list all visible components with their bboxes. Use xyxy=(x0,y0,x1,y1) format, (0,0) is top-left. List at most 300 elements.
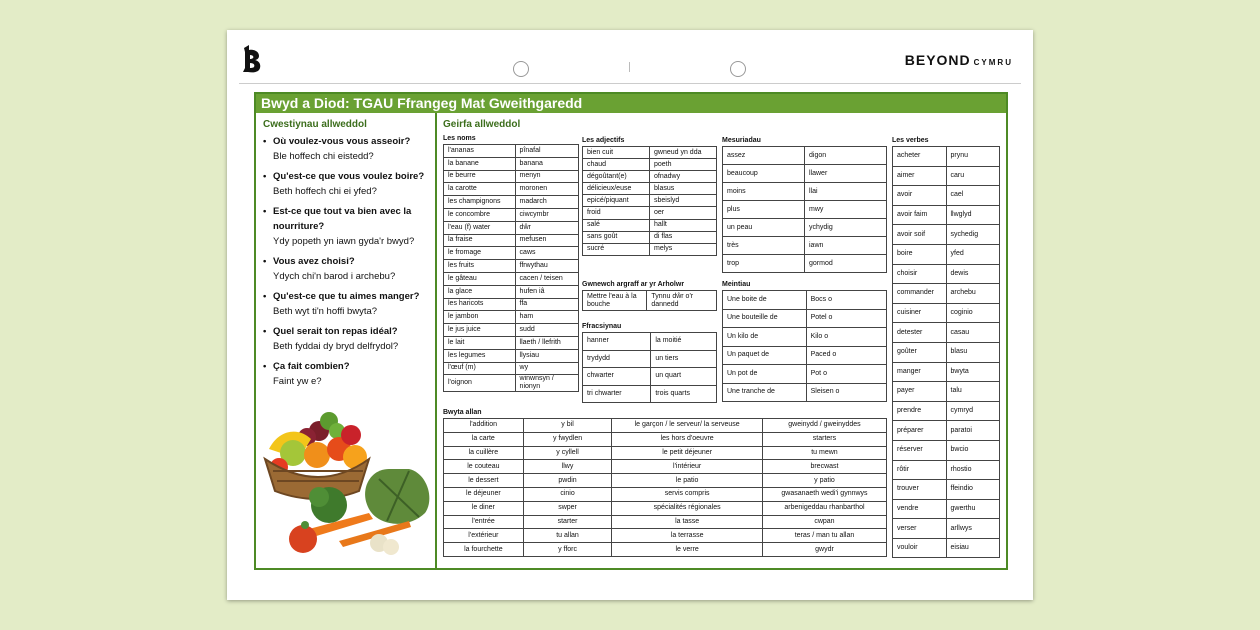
table-cell: chaud xyxy=(583,159,650,171)
table-cell: le fromage xyxy=(444,247,516,260)
fold-mark xyxy=(629,62,630,72)
ffracsiynau-table xyxy=(582,332,717,403)
table-cell: Bocs o xyxy=(806,291,886,310)
table-row xyxy=(444,460,887,474)
table-cell: le lait xyxy=(444,336,516,349)
table-row xyxy=(893,205,1000,225)
table-cell: l'addition xyxy=(444,419,524,433)
table-row xyxy=(893,519,1000,539)
table-row xyxy=(583,195,717,207)
table-cell: banana xyxy=(515,157,578,170)
table-row xyxy=(893,166,1000,186)
table-cell: y patio xyxy=(762,474,886,488)
table-cell: moins xyxy=(723,183,805,201)
table-cell: cwpan xyxy=(762,515,886,529)
table-cell: goûter xyxy=(893,342,947,362)
table-row xyxy=(723,219,887,237)
table-cell: melys xyxy=(650,243,717,255)
table-cell: Potel o xyxy=(806,309,886,328)
question-item xyxy=(263,204,435,249)
table-cell: le garçon / le serveur/ la serveuse xyxy=(612,419,763,433)
table-row xyxy=(723,165,887,183)
question-welsh: Ydych chi'n barod i archebu? xyxy=(273,271,396,282)
table-row xyxy=(583,243,717,255)
table-cell: arbenigeddau rhanbarthol xyxy=(762,501,886,515)
noms-heading: Les noms xyxy=(443,135,476,142)
table-cell: Tynnu dŵr o'r dannedd xyxy=(647,291,717,311)
table-cell: bwcio xyxy=(946,440,1000,460)
table-row xyxy=(723,365,887,384)
table-cell: madarch xyxy=(515,196,578,209)
question-item xyxy=(263,169,435,199)
table-cell: avoir soif xyxy=(893,225,947,245)
table-row xyxy=(444,183,579,196)
table-cell: spécialités régionales xyxy=(612,501,763,515)
table-cell: l'ananas xyxy=(444,145,516,158)
table-cell: y fwydlen xyxy=(523,432,612,446)
question-item xyxy=(263,324,435,354)
table-cell: l'extérieur xyxy=(444,529,524,543)
table-cell: llai xyxy=(805,183,887,201)
brand-name: BEYOND CYMRU xyxy=(904,52,1013,68)
table-cell: hufen iâ xyxy=(515,285,578,298)
table-cell: gormod xyxy=(805,255,887,273)
table-cell: la carte xyxy=(444,432,524,446)
table-cell: sudd xyxy=(515,324,578,337)
table-cell: commander xyxy=(893,284,947,304)
table-cell: prendre xyxy=(893,401,947,421)
table-cell: pwdin xyxy=(523,474,612,488)
mat-frame xyxy=(254,92,1008,570)
question-welsh: Beth fyddai dy bryd delfrydol? xyxy=(273,341,399,352)
table-row xyxy=(444,375,579,392)
table-cell: Un pot de xyxy=(723,365,807,384)
table-row xyxy=(893,284,1000,304)
table-cell: blasus xyxy=(650,183,717,195)
table-cell: cacen / teisen xyxy=(515,272,578,285)
table-cell: dégoûtant(e) xyxy=(583,171,650,183)
table-cell: ffa xyxy=(515,298,578,311)
mesuriadau-table xyxy=(722,146,887,273)
table-cell: verser xyxy=(893,519,947,539)
table-cell: délicieux/euse xyxy=(583,183,650,195)
table-cell: digon xyxy=(805,147,887,165)
table-row xyxy=(444,432,887,446)
key-questions-panel xyxy=(256,113,437,568)
question-french: • Qu'est-ce que tu aimes manger? xyxy=(273,291,420,302)
table-row xyxy=(723,383,887,402)
table-cell: la fourchette xyxy=(444,543,524,557)
table-cell: archebu xyxy=(946,284,1000,304)
table-row xyxy=(583,147,717,159)
table-cell: Un paquet de xyxy=(723,346,807,365)
quantities-block xyxy=(722,280,887,402)
table-cell: choisir xyxy=(893,264,947,284)
table-cell: gwasanaeth wedi'i gynnwys xyxy=(762,487,886,501)
table-row xyxy=(444,221,579,234)
table-cell: l'œuf (m) xyxy=(444,362,516,375)
table-row xyxy=(723,147,887,165)
table-cell: la moitié xyxy=(651,333,717,351)
table-cell: sans goût xyxy=(583,231,650,243)
table-row xyxy=(444,260,579,273)
table-cell: ham xyxy=(515,311,578,324)
table-cell: bien cuit xyxy=(583,147,650,159)
table-row xyxy=(444,543,887,557)
table-cell: paratoi xyxy=(946,421,1000,441)
table-row xyxy=(893,538,1000,558)
bwyta-heading: Bwyta allan xyxy=(443,409,482,416)
table-cell: Une tranche de xyxy=(723,383,807,402)
table-cell: vouloir xyxy=(893,538,947,558)
table-cell: tu allan xyxy=(523,529,612,543)
meintiau-table xyxy=(722,290,887,402)
mesuriadau-heading: Mesuriadau xyxy=(722,137,761,144)
table-cell: gwerthu xyxy=(946,499,1000,519)
table-cell: la banane xyxy=(444,157,516,170)
table-row xyxy=(444,272,579,285)
table-cell: dewis xyxy=(946,264,1000,284)
table-row xyxy=(444,208,579,221)
gwneud-heading: Gwnewch argraff ar yr Arholwr xyxy=(582,281,685,288)
table-cell: bwyta xyxy=(946,362,1000,382)
table-row xyxy=(444,247,579,260)
table-row xyxy=(893,440,1000,460)
table-row xyxy=(583,171,717,183)
table-cell: la terrasse xyxy=(612,529,763,543)
table-cell: hallt xyxy=(650,219,717,231)
vocab-heading: Geirfa allweddol xyxy=(443,119,521,130)
table-cell: swper xyxy=(523,501,612,515)
table-row xyxy=(893,421,1000,441)
table-cell: mefusen xyxy=(515,234,578,247)
table-cell: la fraise xyxy=(444,234,516,247)
table-cell: le jambon xyxy=(444,311,516,324)
table-cell: rhostio xyxy=(946,460,1000,480)
table-cell: manger xyxy=(893,362,947,382)
activity-sheet xyxy=(227,30,1033,600)
table-row xyxy=(893,342,1000,362)
table-row xyxy=(893,244,1000,264)
table-row xyxy=(893,264,1000,284)
question-welsh: Ydy popeth yn iawn gyda'r bwyd? xyxy=(273,236,415,247)
table-cell: brecwast xyxy=(762,460,886,474)
table-row xyxy=(444,336,579,349)
fruit-basket-icon xyxy=(259,409,433,561)
table-cell: coginio xyxy=(946,303,1000,323)
table-row xyxy=(444,145,579,158)
table-row xyxy=(444,474,887,488)
table-row xyxy=(723,346,887,365)
table-row xyxy=(444,324,579,337)
table-row xyxy=(893,362,1000,382)
question-item xyxy=(263,289,435,319)
table-cell: trydydd xyxy=(583,350,651,368)
question-french: • Ça fait combien? xyxy=(273,361,350,372)
table-cell: cuisiner xyxy=(893,303,947,323)
verbes-table xyxy=(892,146,1000,558)
questions-heading: Cwestiynau allweddol xyxy=(263,119,367,130)
table-cell: boire xyxy=(893,244,947,264)
table-cell: acheter xyxy=(893,147,947,167)
table-cell: cael xyxy=(946,186,1000,206)
table-cell: avoir faim xyxy=(893,205,947,225)
table-cell: le gâteau xyxy=(444,272,516,285)
question-welsh: Beth wyt ti'n hoffi bwyta? xyxy=(273,306,378,317)
table-cell: y bil xyxy=(523,419,612,433)
table-cell: arllwys xyxy=(946,519,1000,539)
table-cell: sychedig xyxy=(946,225,1000,245)
table-cell: Sleisen o xyxy=(806,383,886,402)
table-cell: ffeindio xyxy=(946,480,1000,500)
question-french: • Vous avez choisi? xyxy=(273,256,355,267)
table-cell: menyn xyxy=(515,170,578,183)
adjectifs-table xyxy=(582,146,717,256)
eating-out-block xyxy=(443,408,887,557)
table-cell: hanner xyxy=(583,333,651,351)
table-cell: eisiau xyxy=(946,538,1000,558)
table-cell: prynu xyxy=(946,147,1000,167)
question-french: • Est-ce que tout va bien avec la nourriture? xyxy=(273,206,412,232)
page-title: Bwyd a Diod: TGAU Ffrangeg Mat Gweithgaredd xyxy=(256,94,1006,113)
table-cell: llawer xyxy=(805,165,887,183)
question-french: • Qu'est-ce que vous voulez boire? xyxy=(273,171,425,182)
table-cell: cinio xyxy=(523,487,612,501)
meintiau-heading: Meintiau xyxy=(722,281,751,288)
table-cell: tri chwarter xyxy=(583,385,651,403)
adjectifs-heading: Les adjectifs xyxy=(582,137,625,144)
table-row xyxy=(444,501,887,515)
table-cell: l'intérieur xyxy=(612,460,763,474)
table-cell: teras / man tu allan xyxy=(762,529,886,543)
table-cell: rôtir xyxy=(893,460,947,480)
table-cell: les haricots xyxy=(444,298,516,311)
table-cell: Pot o xyxy=(806,365,886,384)
question-item xyxy=(263,359,435,389)
table-row xyxy=(444,157,579,170)
verbes-heading: Les verbes xyxy=(892,137,929,144)
table-cell: ofnadwy xyxy=(650,171,717,183)
table-cell: tu mewn xyxy=(762,446,886,460)
table-cell: préparer xyxy=(893,421,947,441)
table-cell: le patio xyxy=(612,474,763,488)
table-cell: di flas xyxy=(650,231,717,243)
table-cell: la carotte xyxy=(444,183,516,196)
table-row xyxy=(583,291,717,311)
table-cell: trois quarts xyxy=(651,385,717,403)
question-item xyxy=(263,254,435,284)
table-row xyxy=(583,333,717,351)
table-row xyxy=(723,183,887,201)
table-cell: l'eau (f) water xyxy=(444,221,516,234)
table-cell: y cyllell xyxy=(523,446,612,460)
beyond-logo-icon xyxy=(241,44,263,74)
fractions-block xyxy=(582,322,717,403)
table-cell: le petit déjeuner xyxy=(612,446,763,460)
table-cell: l'entrée xyxy=(444,515,524,529)
table-cell: caru xyxy=(946,166,1000,186)
table-cell: froid xyxy=(583,207,650,219)
question-welsh: Beth hoffech chi ei yfed? xyxy=(273,186,377,197)
table-cell: le couteau xyxy=(444,460,524,474)
table-row xyxy=(893,225,1000,245)
table-row xyxy=(893,401,1000,421)
question-item xyxy=(263,134,435,164)
table-cell: dŵr xyxy=(515,221,578,234)
verbs-block xyxy=(892,136,1000,558)
table-row xyxy=(444,311,579,324)
table-row xyxy=(723,309,887,328)
question-french: • Où voulez-vous vous asseoir? xyxy=(273,136,411,147)
ffracsiynau-heading: Ffracsiynau xyxy=(582,323,622,330)
table-cell: le concombre xyxy=(444,208,516,221)
table-cell: casau xyxy=(946,323,1000,343)
table-cell: assez xyxy=(723,147,805,165)
table-cell: les legumes xyxy=(444,349,516,362)
table-cell: Mettre l'eau à la bouche xyxy=(583,291,647,311)
table-cell: llwy xyxy=(523,460,612,474)
table-cell: ychydig xyxy=(805,219,887,237)
table-row xyxy=(444,487,887,501)
measurements-block xyxy=(722,136,887,273)
table-cell: la cuillère xyxy=(444,446,524,460)
adjectives-block xyxy=(582,136,717,256)
table-cell: detester xyxy=(893,323,947,343)
table-row xyxy=(444,298,579,311)
table-cell: sbeislyd xyxy=(650,195,717,207)
table-cell: Une bouteille de xyxy=(723,309,807,328)
table-cell: le beurre xyxy=(444,170,516,183)
table-cell: le verre xyxy=(612,543,763,557)
table-cell: la tasse xyxy=(612,515,763,529)
table-cell: blasu xyxy=(946,342,1000,362)
table-cell: starter xyxy=(523,515,612,529)
table-cell: talu xyxy=(946,382,1000,402)
noms-table xyxy=(443,144,579,392)
table-row xyxy=(444,349,579,362)
table-row xyxy=(444,515,887,529)
bwyta-table xyxy=(443,418,887,557)
table-row xyxy=(583,159,717,171)
table-cell: le jus juice xyxy=(444,324,516,337)
table-cell: Une boite de xyxy=(723,291,807,310)
table-cell: iawn xyxy=(805,237,887,255)
table-cell: moronen xyxy=(515,183,578,196)
table-cell: la glace xyxy=(444,285,516,298)
table-cell: llysiau xyxy=(515,349,578,362)
header-divider xyxy=(239,83,1021,84)
punch-hole-left xyxy=(513,61,529,77)
table-row xyxy=(583,183,717,195)
questions-list xyxy=(256,134,435,389)
table-cell: wy xyxy=(515,362,578,375)
table-cell: ciwcymbr xyxy=(515,208,578,221)
table-row xyxy=(583,385,717,403)
punch-hole-right xyxy=(730,61,746,77)
table-row xyxy=(893,186,1000,206)
table-row xyxy=(893,323,1000,343)
table-cell: Un kilo de xyxy=(723,328,807,347)
table-row xyxy=(444,285,579,298)
table-cell: l'oignon xyxy=(444,375,516,392)
table-cell: un peau xyxy=(723,219,805,237)
table-cell: le diner xyxy=(444,501,524,515)
table-cell: sucré xyxy=(583,243,650,255)
table-cell: yfed xyxy=(946,244,1000,264)
table-cell: gweinydd / gweinyddes xyxy=(762,419,886,433)
table-row xyxy=(893,382,1000,402)
table-cell: caws xyxy=(515,247,578,260)
table-row xyxy=(723,255,887,273)
table-row xyxy=(723,201,887,219)
table-cell: les hors d'oeuvre xyxy=(612,432,763,446)
table-cell: avoir xyxy=(893,186,947,206)
table-row xyxy=(583,219,717,231)
table-cell: mwy xyxy=(805,201,887,219)
nouns-block xyxy=(443,134,579,392)
table-row xyxy=(583,207,717,219)
table-cell: Paced o xyxy=(806,346,886,365)
table-cell: cymryd xyxy=(946,401,1000,421)
table-cell: le dessert xyxy=(444,474,524,488)
table-cell: llaeth / llefrith xyxy=(515,336,578,349)
question-welsh: Faint yw e? xyxy=(273,376,322,387)
impress-examiner-block xyxy=(582,280,717,311)
gwneud-table xyxy=(582,290,717,311)
table-cell: chwarter xyxy=(583,368,651,386)
table-cell: beaucoup xyxy=(723,165,805,183)
table-cell: réserver xyxy=(893,440,947,460)
table-row xyxy=(893,303,1000,323)
table-row xyxy=(723,291,887,310)
table-cell: starters xyxy=(762,432,886,446)
table-row xyxy=(444,529,887,543)
table-row xyxy=(444,196,579,209)
table-cell: poeth xyxy=(650,159,717,171)
table-row xyxy=(444,419,887,433)
table-cell: un tiers xyxy=(651,350,717,368)
table-cell: plus xyxy=(723,201,805,219)
table-cell: très xyxy=(723,237,805,255)
table-cell: trop xyxy=(723,255,805,273)
table-row xyxy=(893,499,1000,519)
table-cell: oer xyxy=(650,207,717,219)
table-row xyxy=(444,362,579,375)
table-row xyxy=(583,231,717,243)
table-row xyxy=(893,147,1000,167)
table-row xyxy=(444,446,887,460)
table-row xyxy=(444,170,579,183)
table-cell: un quart xyxy=(651,368,717,386)
table-cell: Kilo o xyxy=(806,328,886,347)
table-row xyxy=(723,237,887,255)
table-cell: gwneud yn dda xyxy=(650,147,717,159)
question-french: • Quel serait ton repas idéal? xyxy=(273,326,398,337)
table-row xyxy=(583,368,717,386)
table-cell: y fforc xyxy=(523,543,612,557)
table-row xyxy=(723,328,887,347)
question-welsh: Ble hoffech chi eistedd? xyxy=(273,151,374,162)
table-cell: ffrwythau xyxy=(515,260,578,273)
table-cell: vendre xyxy=(893,499,947,519)
table-cell: le déjeuner xyxy=(444,487,524,501)
table-cell: servis compris xyxy=(612,487,763,501)
table-cell: trouver xyxy=(893,480,947,500)
table-cell: pînafal xyxy=(515,145,578,158)
table-row xyxy=(893,480,1000,500)
table-cell: winwnsyn / nionyn xyxy=(515,375,578,392)
table-cell: aimer xyxy=(893,166,947,186)
